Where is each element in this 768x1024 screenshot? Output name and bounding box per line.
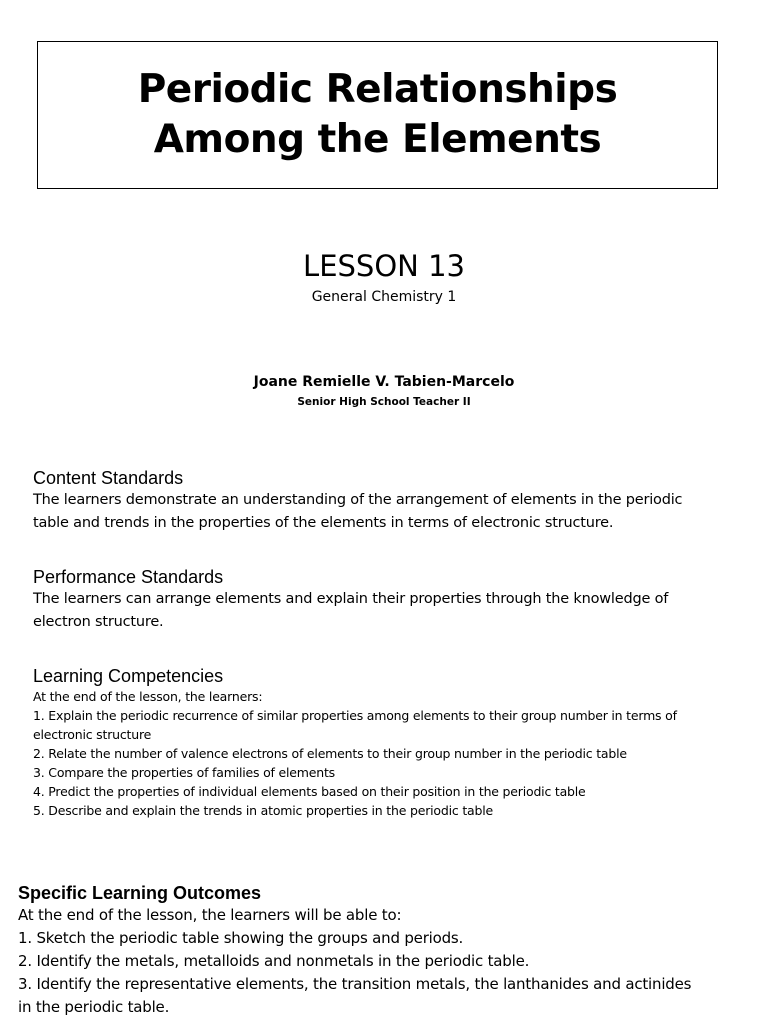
title-line-2: Among the Elements <box>153 117 602 162</box>
learning-competencies-section <box>33 665 758 820</box>
competency-line: At the end of the lesson, the learners: <box>33 689 263 704</box>
performance-standards-line: electron structure. <box>33 614 164 630</box>
content-standards-heading: Content Standards <box>33 468 184 488</box>
outcome-line: At the end of the lesson, the learners will be able to: <box>18 906 402 924</box>
author-name: Joane Remielle V. Tabien-Marcelo <box>253 374 515 390</box>
content-standards-section <box>33 467 758 535</box>
content-standards-line: table and trends in the properties of the elements in terms of electronic structure. <box>33 515 614 531</box>
performance-standards-heading: Performance Standards <box>33 567 224 587</box>
specific-outcomes-section <box>18 882 760 1019</box>
course-name: General Chemistry 1 <box>311 289 457 305</box>
outcome-line: 2. Identify the metals, metalloids and nonmetals in the periodic table. <box>18 952 530 970</box>
title-box <box>37 41 718 189</box>
author-role: Senior High School Teacher II <box>297 396 471 408</box>
performance-standards-line: The learners can arrange elements and explain their properties through the knowledge of <box>33 591 669 607</box>
title-line-1: Periodic Relationships <box>137 67 618 112</box>
outcome-line: 3. Identify the representative elements, the transition metals, the lanthanides and actinides <box>18 975 692 993</box>
performance-standards-section <box>33 566 758 634</box>
competency-line: 5. Describe and explain the trends in atomic properties in the periodic table <box>33 803 493 818</box>
content-standards-line: The learners demonstrate an understanding of the arrangement of elements in the periodic <box>33 492 683 508</box>
specific-outcomes-heading: Specific Learning Outcomes <box>18 883 262 903</box>
competency-line: electronic structure <box>33 727 152 742</box>
competency-line: 1. Explain the periodic recurrence of similar properties among elements to their group number in terms of <box>33 708 677 723</box>
outcome-line: in the periodic table. <box>18 998 170 1016</box>
learning-competencies-heading: Learning Competencies <box>33 666 224 686</box>
competency-line: 2. Relate the number of valence electrons of elements to their group number in the periodic table <box>33 746 627 761</box>
lesson-heading: LESSON 13 <box>303 249 465 283</box>
competency-line: 4. Predict the properties of individual elements based on their position in the periodic table <box>33 784 586 799</box>
competency-line: 3. Compare the properties of families of elements <box>33 765 335 780</box>
outcome-line: 1. Sketch the periodic table showing the groups and periods. <box>18 929 464 947</box>
